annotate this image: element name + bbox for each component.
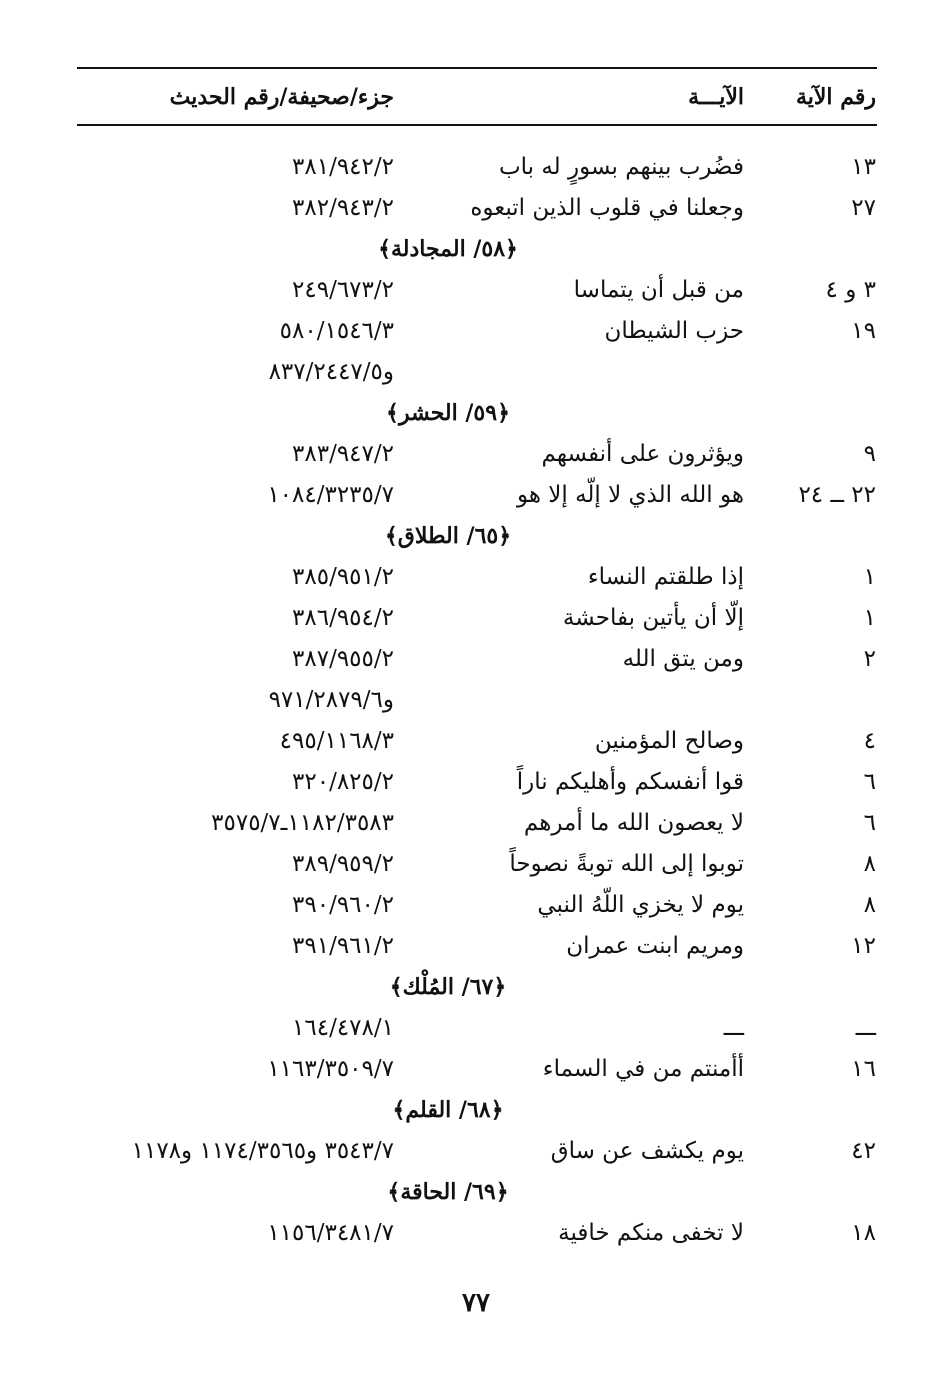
hadith-reference: و٨٣٧/٢٤٤٧/٥ [268, 359, 394, 385]
hadith-reference: ٥٨٠/١٥٤٦/٣ [279, 318, 394, 344]
ayah-text: توبوا إلى الله توبةً نصوحاً [509, 851, 744, 877]
surah-heading [0, 1172, 952, 1213]
hadith-reference: ٣٨٣/٩٤٧/٢ [292, 441, 394, 467]
table-row [0, 352, 952, 393]
ayah-text: ويؤثرون على أنفسهم [541, 441, 744, 467]
table-row [0, 1131, 952, 1172]
table-row [0, 270, 952, 311]
surah-title: ﴿٥٩/ الحشر﴾ [386, 400, 510, 426]
ayah-text: من قبل أن يتماسا [573, 277, 744, 303]
ayah-number: ١٣ [851, 154, 876, 180]
ayah-number: ٦ [863, 810, 876, 836]
header-ayah: الآيـــة [688, 84, 744, 110]
ayah-text: أأمنتم من في السماء [542, 1056, 744, 1082]
ayah-text: يوم يكشف عن ساق [550, 1138, 744, 1164]
hadith-reference: ١١٦٣/٣٥٠٩/٧ [267, 1056, 394, 1082]
ayah-number: ١٨ [851, 1220, 876, 1246]
surah-title: ﴿٦٥/ الطلاق﴾ [384, 523, 512, 549]
hadith-reference: ٣٨٩/٩٥٩/٢ [292, 851, 394, 877]
ayah-text: ـــ [723, 1015, 744, 1041]
table-row [0, 721, 952, 762]
ayah-number: ٢٧ [851, 195, 876, 221]
ayah-number: ٢ [863, 646, 876, 672]
header-rule [77, 124, 877, 126]
ayah-number: ٢٢ ــ ٢٤ [798, 482, 876, 508]
hadith-reference: ٢٤٩/٦٧٣/٢ [292, 277, 394, 303]
surah-heading [0, 229, 952, 270]
ayah-text: فضُرب بينهم بسورٍ له باب [498, 154, 744, 180]
hadith-reference: ٣٨٧/٩٥٥/٢ [292, 646, 394, 672]
ayah-number: ٤ [863, 728, 876, 754]
ayah-text: حزب الشيطان [604, 318, 744, 344]
hadith-reference: ١١٨٢/٣٥٨٣ـ٣٥٧٥/٧ [211, 810, 394, 836]
ayah-text: يوم لا يخزي اللّهُ النبي [537, 892, 744, 918]
table-row [0, 434, 952, 475]
ayah-text: إلّا أن يأتين بفاحشة [562, 605, 744, 631]
ayah-number: ١٦ [851, 1056, 876, 1082]
ayah-text: وصالح المؤمنين [594, 728, 744, 754]
ayah-text: ومريم ابنت عمران [566, 933, 744, 959]
ayah-text: لا يعصون الله ما أمرهم [523, 810, 744, 836]
ayah-number: ٦ [863, 769, 876, 795]
table-row [0, 844, 952, 885]
hadith-reference: ١٦٤/٤٧٨/١ [292, 1015, 394, 1041]
table-row [0, 885, 952, 926]
table-row [0, 762, 952, 803]
ayah-text: لا تخفى منكم خافية [558, 1220, 744, 1246]
surah-heading [0, 516, 952, 557]
page-number: ٧٧ [462, 1288, 490, 1318]
hadith-reference: ٣٨٦/٩٥٤/٢ [292, 605, 394, 631]
table-row [0, 1049, 952, 1090]
surah-title: ﴿٦٧/ المُلْك﴾ [389, 974, 507, 1000]
surah-heading [0, 1090, 952, 1131]
ayah-number: ١ [863, 564, 876, 590]
hadith-reference: ٣٥٤٣/٧ و١١٧٤/٣٥٦٥ و١١٧٨ [131, 1138, 394, 1164]
surah-heading [0, 967, 952, 1008]
hadith-reference: ٣٨١/٩٤٢/٢ [292, 154, 394, 180]
table-row [0, 1008, 952, 1049]
ayah-text: قوا أنفسكم وأهليكم ناراً [516, 769, 744, 795]
table-row [0, 188, 952, 229]
surah-heading [0, 393, 952, 434]
ayah-number: ٤٢ [851, 1138, 876, 1164]
ayah-number: ٣ و ٤ [825, 277, 876, 303]
table-row [0, 475, 952, 516]
table-row [0, 680, 952, 721]
surah-title: ﴿٥٨/ المجادلة﴾ [378, 236, 518, 262]
hadith-reference: ٣٩٠/٩٦٠/٢ [292, 892, 394, 918]
table-row [0, 1213, 952, 1254]
ayah-number: ـــ [855, 1015, 876, 1041]
surah-title: ﴿٦٩/ الحاقة﴾ [387, 1179, 509, 1205]
ayah-text: ومن يتق الله [622, 646, 744, 672]
hadith-reference: ٣٩١/٩٦١/٢ [292, 933, 394, 959]
table-row [0, 926, 952, 967]
hadith-reference: و٩٧١/٢٨٧٩/٦ [268, 687, 394, 713]
ayah-text: هو الله الذي لا إلّه إلا هو [516, 482, 744, 508]
ayah-text: إذا طلقتم النساء [587, 564, 744, 590]
table-row [0, 311, 952, 352]
surah-title: ﴿٦٨/ القلم﴾ [392, 1097, 504, 1123]
table-row [0, 147, 952, 188]
ayah-number: ١ [863, 605, 876, 631]
hadith-reference: ٤٩٥/١١٦٨/٣ [279, 728, 394, 754]
table-row [0, 598, 952, 639]
hadith-reference: ٣٢٠/٨٢٥/٢ [292, 769, 394, 795]
ayah-number: ١٢ [851, 933, 876, 959]
hadith-reference: ١٠٨٤/٣٢٣٥/٧ [267, 482, 394, 508]
table-row [0, 803, 952, 844]
ayah-number: ٩ [863, 441, 876, 467]
table-row [0, 557, 952, 598]
ayah-number: ١٩ [851, 318, 876, 344]
ayah-text: وجعلنا في قلوب الذين اتبعوه [470, 195, 744, 221]
hadith-reference: ٣٨٥/٩٥١/٢ [292, 564, 394, 590]
header-ref: جزء/صحيفة/رقم الحديث [169, 84, 394, 110]
ayah-number: ٨ [863, 892, 876, 918]
table-row [0, 639, 952, 680]
ayah-number: ٨ [863, 851, 876, 877]
top-rule [77, 67, 877, 69]
header-number: رقم الآية [795, 84, 876, 110]
hadith-reference: ١١٥٦/٣٤٨١/٧ [267, 1220, 394, 1246]
hadith-reference: ٣٨٢/٩٤٣/٢ [292, 195, 394, 221]
